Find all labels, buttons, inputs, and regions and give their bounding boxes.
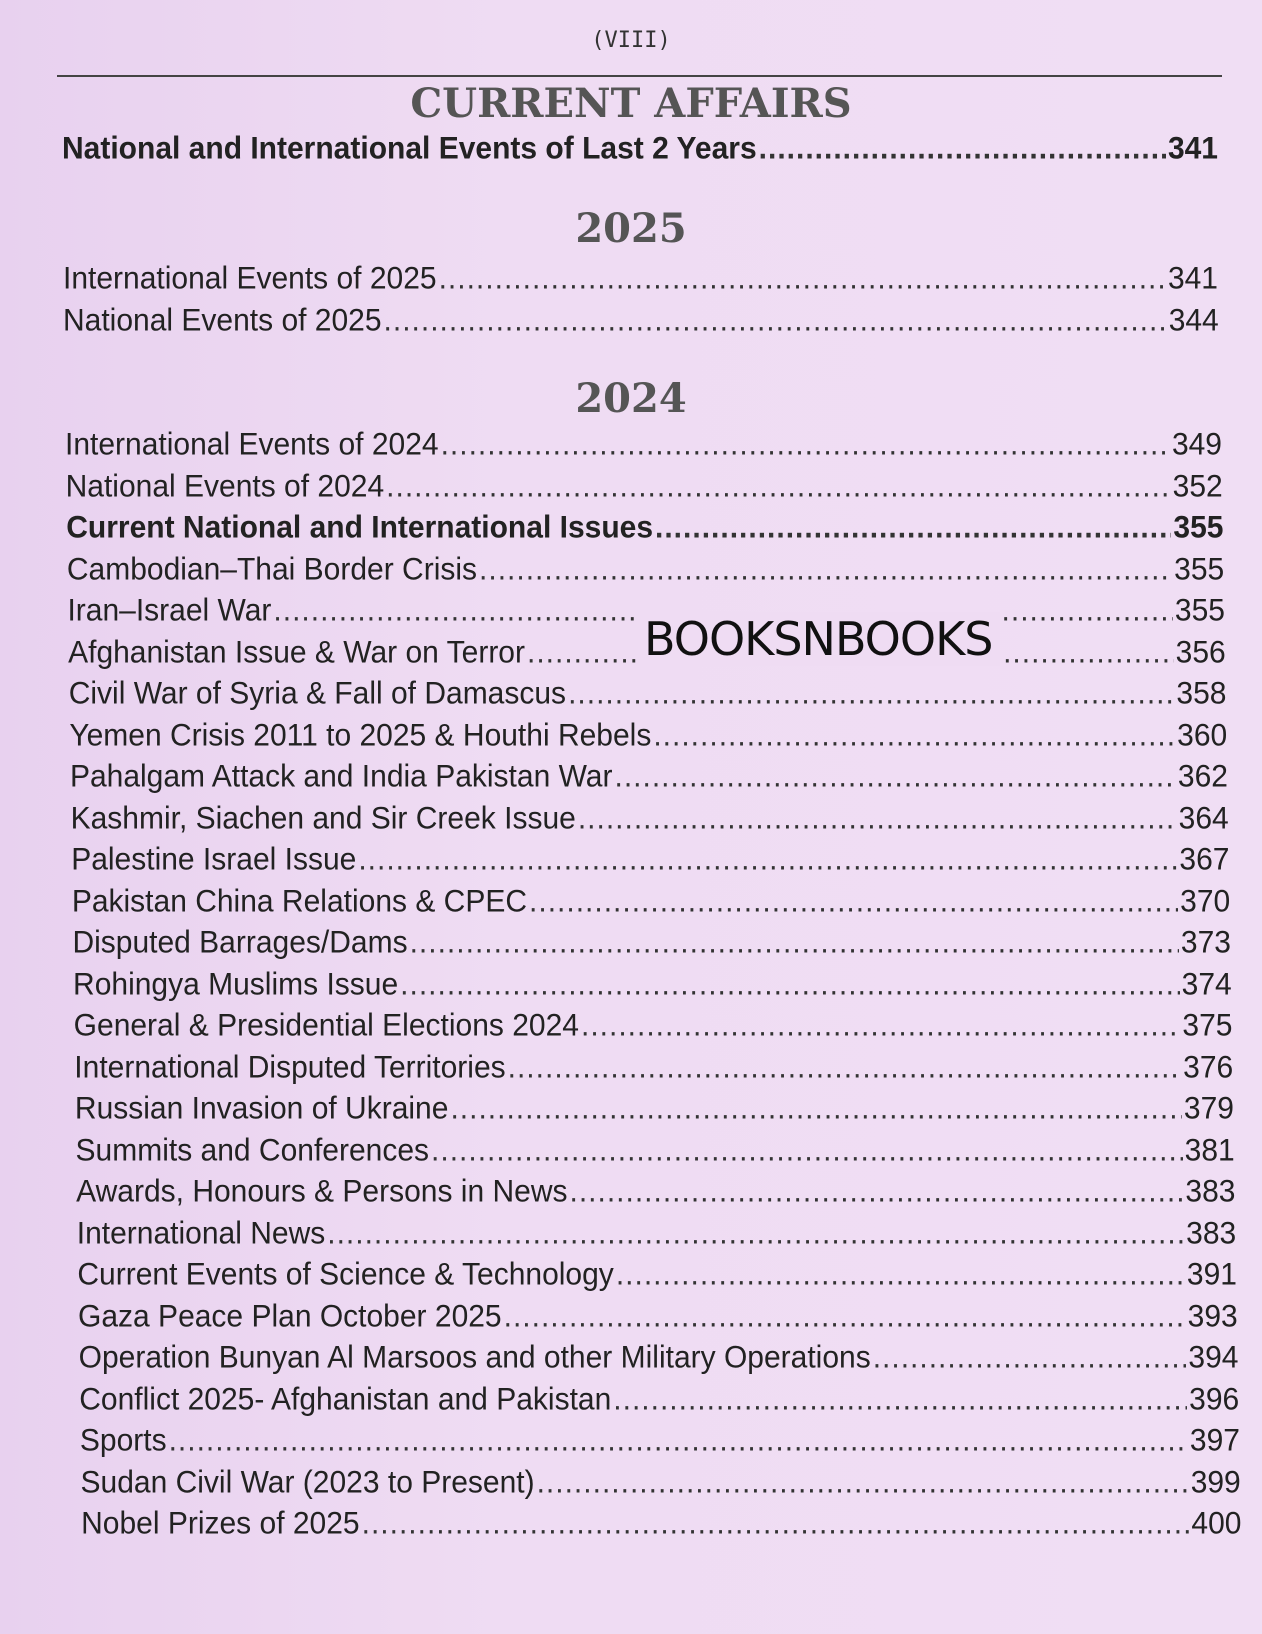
toc-page-number: 383 [1186,1215,1237,1251]
toc-page-number: 356 [1175,634,1226,670]
toc-row [77,1257,1237,1293]
toc-leader-dots [569,1174,1183,1210]
toc-title: General & Presidential Elections 2024 [73,1008,579,1043]
toc-row [76,1133,1235,1169]
toc-title: Summits and Conferences [75,1132,430,1168]
toc-leader-dots [614,759,1175,795]
header-rule [57,75,1222,77]
toc-page-number: 376 [1183,1049,1234,1085]
toc-leader-dots [362,1506,1190,1542]
toc-page-number: 341 [1167,131,1218,166]
toc-row [71,801,1229,837]
toc-title: International News [76,1215,326,1251]
toc-leader-dots [529,884,1178,920]
toc-row [63,303,1219,339]
toc-title: Kashmir, Siachen and Sir Creek Issue [70,800,576,836]
toc-leader-dots [568,676,1174,712]
toc-leader-dots [384,303,1167,339]
toc-page-number: 394 [1188,1340,1239,1375]
toc-leader-dots [431,1133,1183,1169]
toc-title: Afghanistan Issue & War on Terror [68,634,525,670]
toc-title: Palestine Israel Issue [71,842,357,877]
toc-row [63,261,1218,297]
toc-row [77,1216,1236,1252]
toc-page-number: 383 [1185,1174,1236,1209]
toc-page-number: 362 [1177,759,1228,794]
toc-page-number: 367 [1179,842,1230,877]
toc-leader-dots [441,427,1170,463]
toc-leader-dots [479,552,1172,588]
toc-row [74,1008,1233,1044]
toc-page-number: 349 [1171,427,1222,462]
toc-page-number: 355 [1174,593,1225,628]
toc-leader-dots [327,1216,1184,1252]
toc-page-number: 360 [1177,717,1228,753]
toc-leader-dots [508,1050,1182,1086]
toc-leader-dots [655,510,1171,546]
toc-title: National Events of 2024 [65,468,385,504]
toc-page-number: 370 [1180,883,1231,919]
toc-title: Current Events of Science & Technology [77,1257,614,1292]
toc-page-number: 344 [1168,303,1219,338]
toc-title: Awards, Honours & Persons in News [76,1174,568,1209]
toc-title: Pahalgam Attack and India Pakistan War [69,759,613,794]
toc-row [81,1465,1241,1501]
toc-page-number: 393 [1187,1298,1238,1334]
toc-leader-dots [386,469,1171,505]
toc-title: Disputed Barrages/Dams [72,925,408,960]
toc-row [79,1382,1239,1418]
toc-leader-dots [581,1008,1180,1044]
toc-title: Sports [79,1423,167,1458]
toc-leader-dots [169,1423,1188,1459]
toc-row [72,925,1231,961]
toc-leader-dots [613,1382,1187,1418]
toc-title: Conflict 2025- Afghanistan and Pakistan [79,1381,612,1417]
toc-title: National and International Events of Last 2 Years [62,131,757,166]
toc-row [81,1506,1241,1542]
toc-page-number: 364 [1178,800,1229,836]
toc-leader-dots [450,1091,1181,1127]
toc-leader-dots [358,842,1177,878]
toc-page-number: 355 [1174,551,1225,587]
toc-title: Sudan Civil War (2023 to Present) [80,1464,535,1500]
toc-page-number: 358 [1176,676,1227,711]
watermark: BOOKSNBOOKS [636,612,1000,666]
toc-title: Rohingya Muslims Issue [73,966,399,1002]
toc-row [74,1050,1233,1086]
toc-row [75,1091,1234,1127]
page-number: (VIII) [591,28,671,53]
year-heading-2024: 2024 [575,375,687,422]
toc-title: Iran–Israel War [67,593,272,628]
toc-page-number: 374 [1181,966,1232,1002]
toc-row [80,1423,1240,1459]
toc-title: Pakistan China Relations & CPEC [71,883,528,919]
toc-row [69,718,1227,754]
toc-leader-dots [537,1465,1189,1501]
toc-leader-dots [400,967,1180,1003]
toc-row [65,427,1222,463]
toc-page-number: 397 [1189,1423,1240,1458]
toc-title: Cambodian–Thai Border Crisis [66,551,478,587]
toc-page-number: 341 [1167,261,1218,296]
toc-row [79,1340,1239,1376]
toc-page-number: 375 [1182,1008,1233,1043]
toc-leader-dots [504,1299,1186,1335]
toc-row [66,469,1223,505]
toc-page-number: 400 [1191,1506,1242,1541]
toc-title: Nobel Prizes of 2025 [81,1506,360,1541]
toc-leader-dots [578,801,1177,837]
toc-leader-dots [653,718,1175,754]
year-heading-2025: 2025 [575,205,687,252]
toc-row [76,1174,1235,1210]
toc-row [69,676,1227,712]
toc-title: Operation Bunyan Al Marsoos and other Military Operations [78,1340,871,1375]
toc-leader-dots [439,261,1166,297]
toc-title: Civil War of Syria & Fall of Damascus [68,676,567,711]
toc-page-number: 379 [1183,1091,1234,1126]
toc-row [72,884,1230,920]
toc-row [71,842,1229,878]
toc-page-number: 381 [1184,1132,1235,1168]
toc-leader-dots [873,1340,1187,1376]
toc-page-number: 396 [1189,1381,1240,1417]
toc-title: Russian Invasion of Ukraine [74,1091,449,1126]
toc-row [66,510,1223,546]
toc-row [70,759,1228,795]
toc-title: International Events of 2025 [63,261,437,296]
section-heading: CURRENT AFFAIRS [410,80,852,127]
toc-page-number: 391 [1186,1257,1237,1292]
toc-row [73,967,1232,1003]
toc-leader-dots [616,1257,1185,1293]
toc-page-number: 399 [1190,1464,1241,1500]
toc-title: International Events of 2024 [65,427,439,462]
toc-leader-dots [759,131,1166,167]
toc-page-number: 373 [1180,925,1231,960]
toc-row [78,1299,1238,1335]
toc-page-number: 352 [1172,468,1223,504]
toc-row [67,552,1224,588]
toc-leader-dots [410,925,1179,961]
toc-title: Gaza Peace Plan October 2025 [78,1298,502,1334]
toc-title: National Events of 2025 [63,303,382,338]
toc-row-intro [62,131,1218,167]
toc-title: Yemen Crisis 2011 to 2025 & Houthi Rebels [69,717,652,753]
toc-title: International Disputed Territories [74,1049,506,1085]
toc-title: Current National and International Issues [66,510,654,545]
toc-page-number: 355 [1173,510,1224,545]
